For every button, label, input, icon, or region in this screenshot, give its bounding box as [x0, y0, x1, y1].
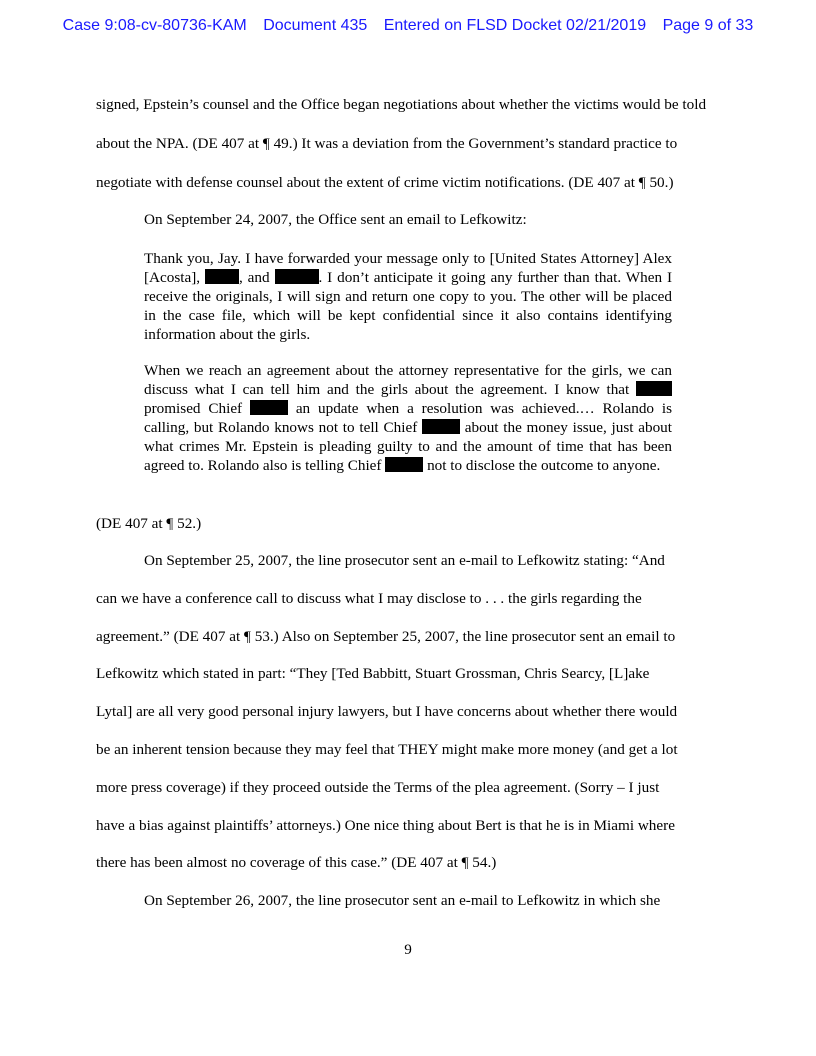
block-quote: Thank you, Jay. I have forwarded your message only to [United States Attorney] Alex [Acosta], , and . I don’t anticipate it going any further than that. When I receive the originals, I will sign and return one copy to you. The other will be placed in the case file, which will be kept confidential since it also contains identifying information about the girls.	[144, 250, 672, 343]
body-line: Lytal] are all very good personal injury lawyers, but I have concerns about whether there would	[96, 703, 678, 720]
redaction	[205, 269, 239, 284]
body-line: be an inherent tension because they may feel that THEY might make more money (and get a lot	[96, 741, 678, 758]
body-line: On September 26, 2007, the line prosecutor sent an e-mail to Lefkowitz in which she	[144, 892, 661, 909]
redaction	[422, 419, 460, 434]
case-number: Case 9:08-cv-80736-KAM	[62, 17, 247, 34]
redaction	[385, 457, 423, 472]
body-line: Lefkowitz which stated in part: “They [Ted Babbitt, Stuart Grossman, Chris Searcy, [L]ake	[96, 665, 650, 682]
document-number: Document 435	[263, 17, 368, 34]
body-line: there has been almost no coverage of this case.” (DE 407 at ¶ 54.)	[96, 854, 497, 871]
redaction	[275, 269, 319, 284]
body-line: On September 25, 2007, the line prosecutor sent an e-mail to Lefkowitz stating: “And	[144, 552, 665, 569]
page-indicator: Page 9 of 33	[662, 17, 754, 34]
body-line: signed, Epstein’s counsel and the Office began negotiations about whether the victims would be told	[96, 96, 707, 113]
redaction	[636, 381, 672, 396]
block-quote: When we reach an agreement about the attorney representative for the girls, we can discuss what I can tell him and the girls about the agreement. I know that promised Chief an update when a resolution was achieved.… Rolando is calling, but Rolando knows not to tell Chief about the money issue, just about what crimes Mr. Epstein is pleading guilty to and the amount of time that has been agreed to. Rolando also is telling Chief not to disclose the outcome to anyone.	[144, 362, 672, 474]
body-line: can we have a conference call to discuss what I may disclose to . . . the girls regarding the	[96, 590, 642, 607]
citation: (DE 407 at ¶ 52.)	[96, 515, 202, 532]
body-line: On September 24, 2007, the Office sent an email to Lefkowitz:	[144, 211, 527, 228]
redaction	[250, 400, 288, 415]
docket-header	[0, 17, 816, 35]
body-line: have a bias against plaintiffs’ attorneys.) One nice thing about Bert is that he is in Miami where	[96, 817, 675, 834]
body-line: negotiate with defense counsel about the extent of crime victim notifications. (DE 407 at ¶ 50.)	[96, 174, 674, 191]
body-line: about the NPA. (DE 407 at ¶ 49.) It was a deviation from the Government’s standard practice to	[96, 135, 678, 152]
docket-entry: Entered on FLSD Docket 02/21/2019	[383, 17, 647, 34]
page-number: 9	[404, 941, 412, 958]
body-line: more press coverage) if they proceed outside the Terms of the plea agreement. (Sorry – I just	[96, 779, 660, 796]
body-line: agreement.” (DE 407 at ¶ 53.) Also on September 25, 2007, the line prosecutor sent an email to	[96, 628, 676, 645]
